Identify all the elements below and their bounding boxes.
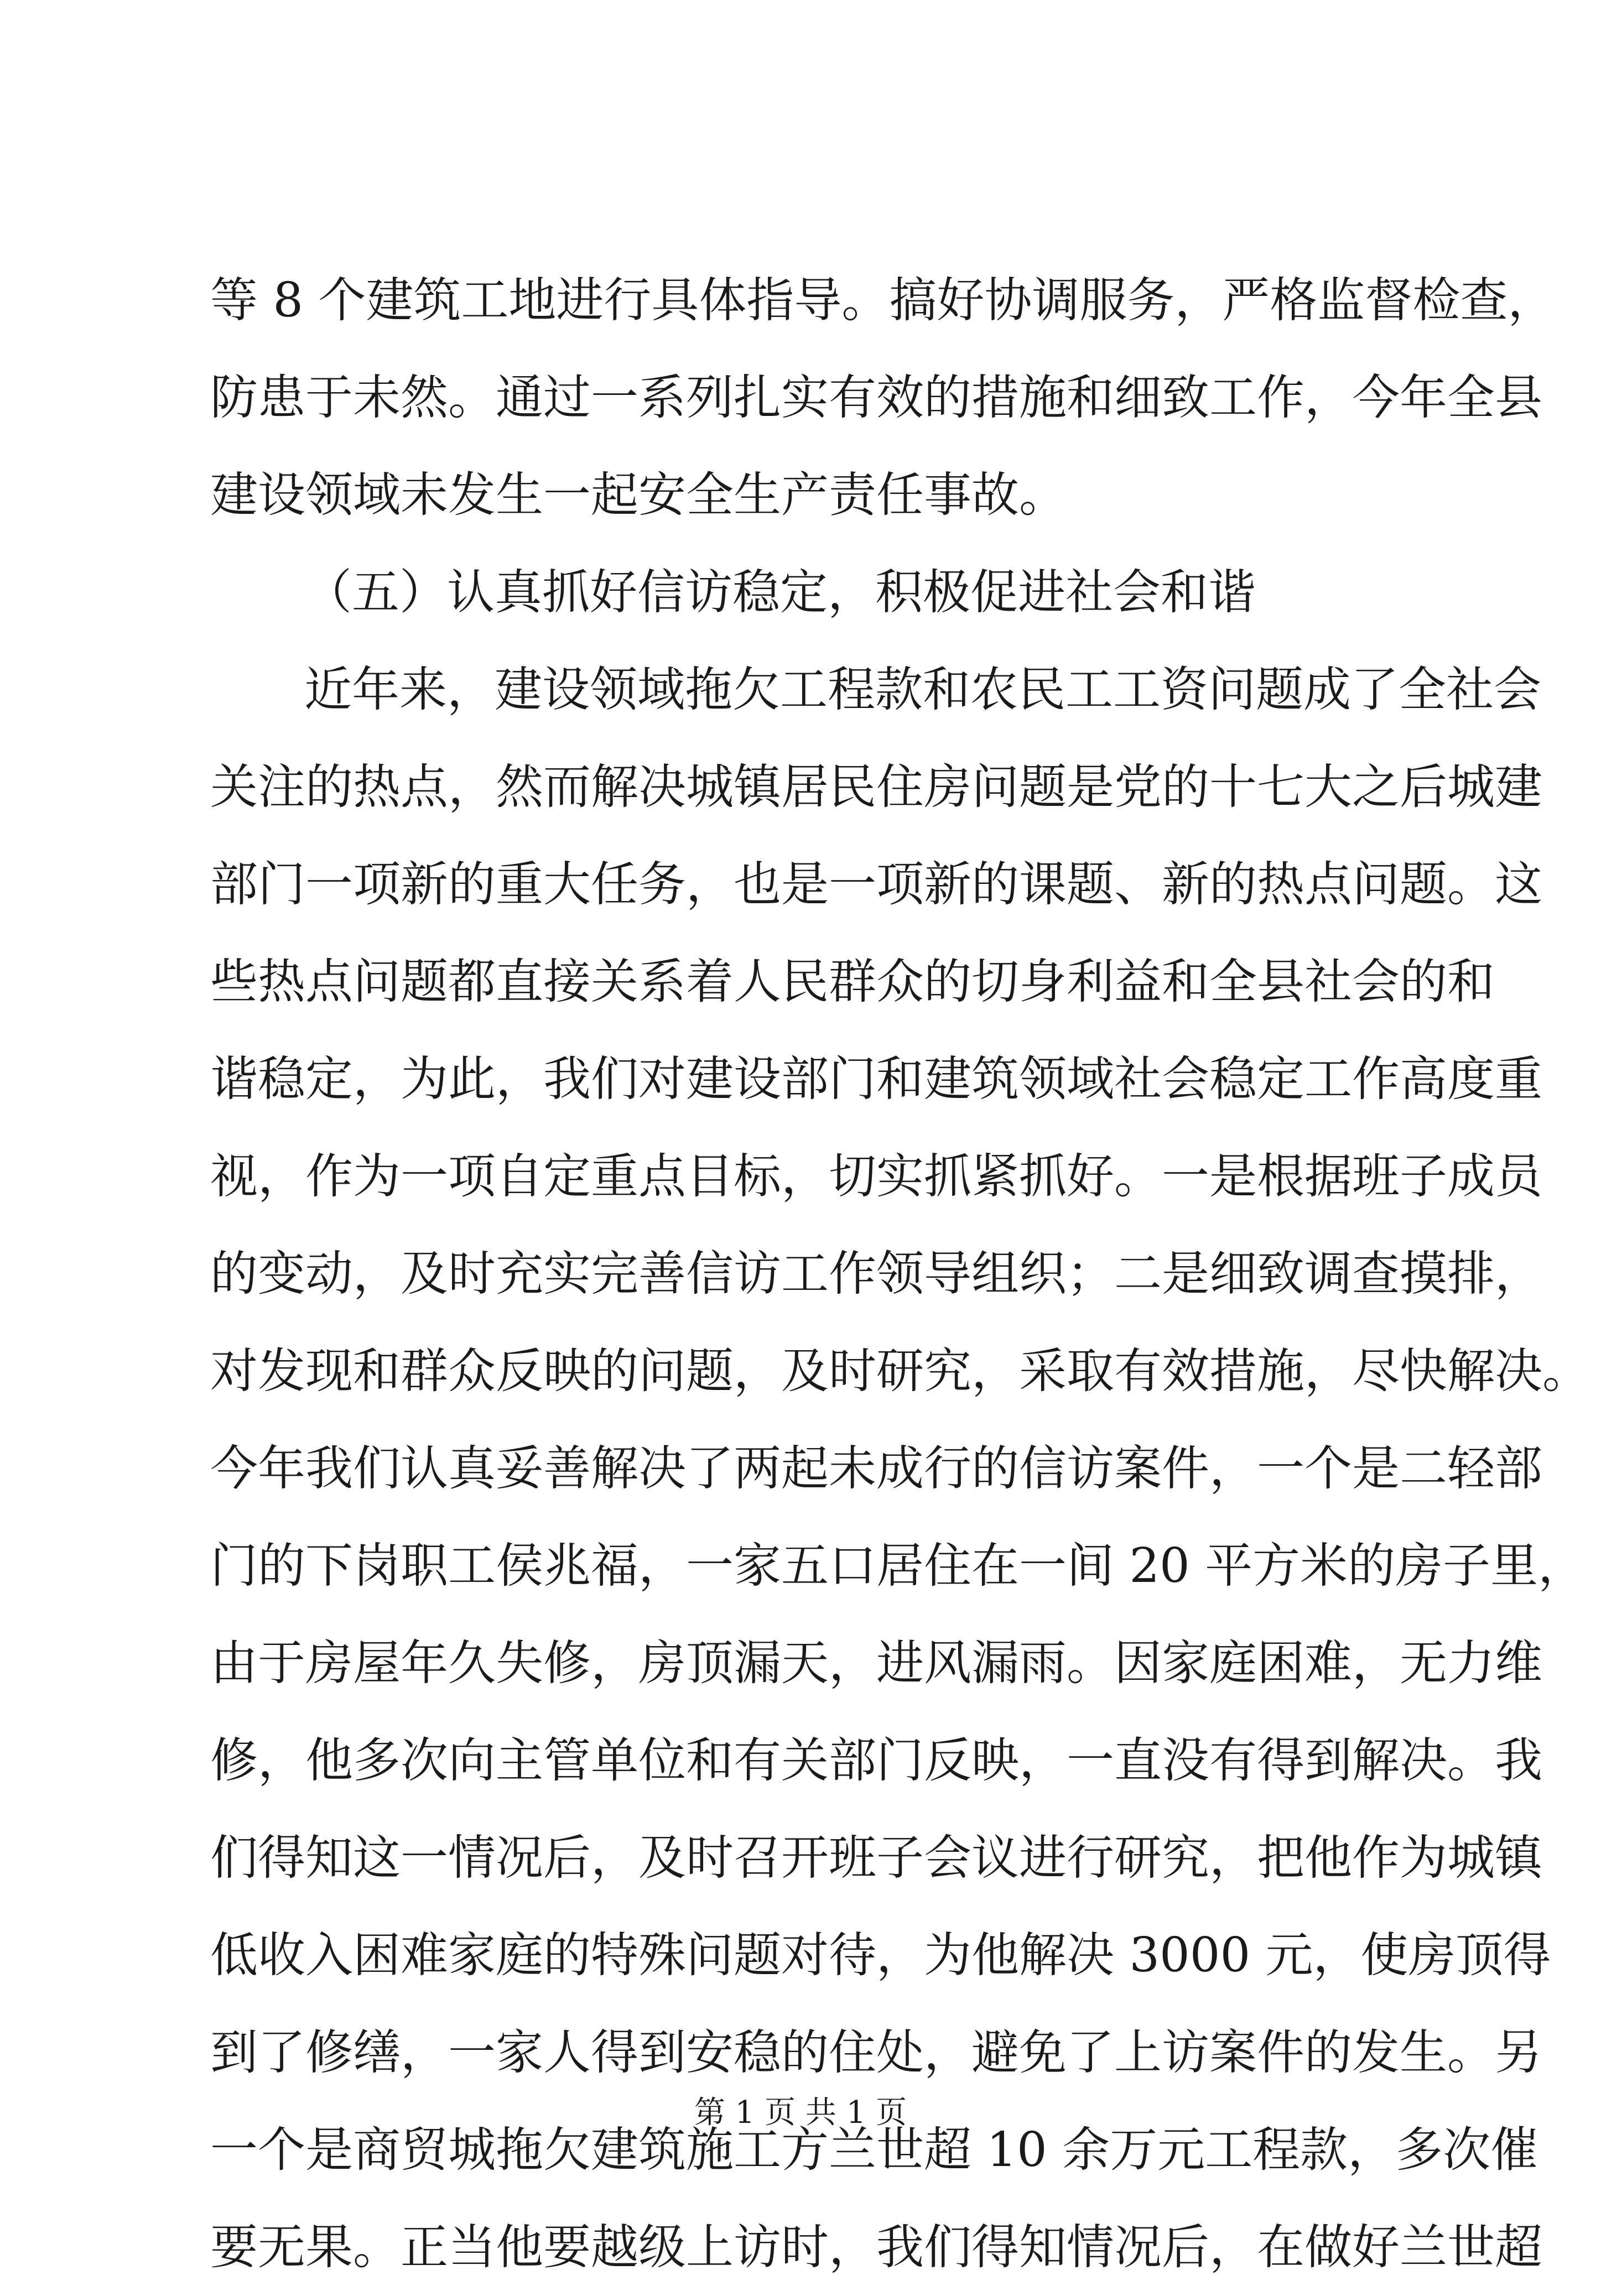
text-line: 等 8 个建筑工地进行具体指导。搞好协调服务，严格监督检查， bbox=[210, 273, 1556, 328]
text-line: 修，他多次向主管单位和有关部门反映，一直没有得到解决。我 bbox=[210, 1733, 1542, 1788]
text-line: 对发现和群众反映的问题，及时研究，采取有效措施，尽快解决。 bbox=[210, 1344, 1590, 1399]
text-line: 要无果。正当他要越级上访时，我们得知情况后，在做好兰世超 bbox=[210, 2220, 1542, 2275]
text-line: 部门一项新的重大任务，也是一项新的课题、新的热点问题。这 bbox=[210, 857, 1542, 912]
text-line: 谐稳定，为此，我们对建设部门和建筑领域社会稳定工作高度重 bbox=[210, 1051, 1542, 1107]
text-line: 建设领域未发生一起安全生产责任事故。 bbox=[210, 467, 1067, 523]
text-line: 的变动，及时充实完善信访工作领导组织；二是细致调查摸排， bbox=[210, 1246, 1542, 1301]
text-line: 到了修缮，一家人得到安稳的住处，避免了上访案件的发生。另 bbox=[210, 2025, 1542, 2080]
text-line: 门的下岗职工侯兆福，一家五口居住在一间 20 平方米的房子里， bbox=[210, 1538, 1586, 1594]
page-number-label: 第 1 页 共 1 页 bbox=[694, 2095, 907, 2131]
text-line: 一个是商贸城拖欠建筑施工方兰世超 10 余万元工程款，多次催 bbox=[210, 2122, 1538, 2178]
document-body bbox=[210, 252, 1590, 2296]
text-line: 视，作为一项自定重点目标，切实抓紧抓好。一是根据班子成员 bbox=[210, 1149, 1542, 1204]
text-line: 由于房屋年久失修，房顶漏天，进风漏雨。因家庭困难，无力维 bbox=[210, 1636, 1542, 1691]
text-line: 些热点问题都直接关系着人民群众的切身利益和全县社会的和 bbox=[210, 954, 1495, 1009]
text-line: 防患于未然。通过一系列扎实有效的措施和细致工作，今年全县 bbox=[210, 370, 1542, 425]
page-footer bbox=[0, 2094, 1601, 2132]
section-heading: （五）认真抓好信访稳定，积极促进社会和谐 bbox=[304, 565, 1256, 620]
text-line: 今年我们认真妥善解决了两起未成行的信访案件，一个是二轻部 bbox=[210, 1441, 1542, 1496]
text-line: 们得知这一情况后，及时召开班子会议进行研究，把他作为城镇 bbox=[210, 1830, 1542, 1886]
text-line: 低收入困难家庭的特殊问题对待，为他解决 3000 元，使房顶得 bbox=[210, 1928, 1551, 1983]
text-line: 近年来，建设领域拖欠工程款和农民工工资问题成了全社会 bbox=[304, 662, 1541, 717]
text-line: 关注的热点，然而解决城镇居民住房问题是党的十七大之后城建 bbox=[210, 759, 1542, 815]
